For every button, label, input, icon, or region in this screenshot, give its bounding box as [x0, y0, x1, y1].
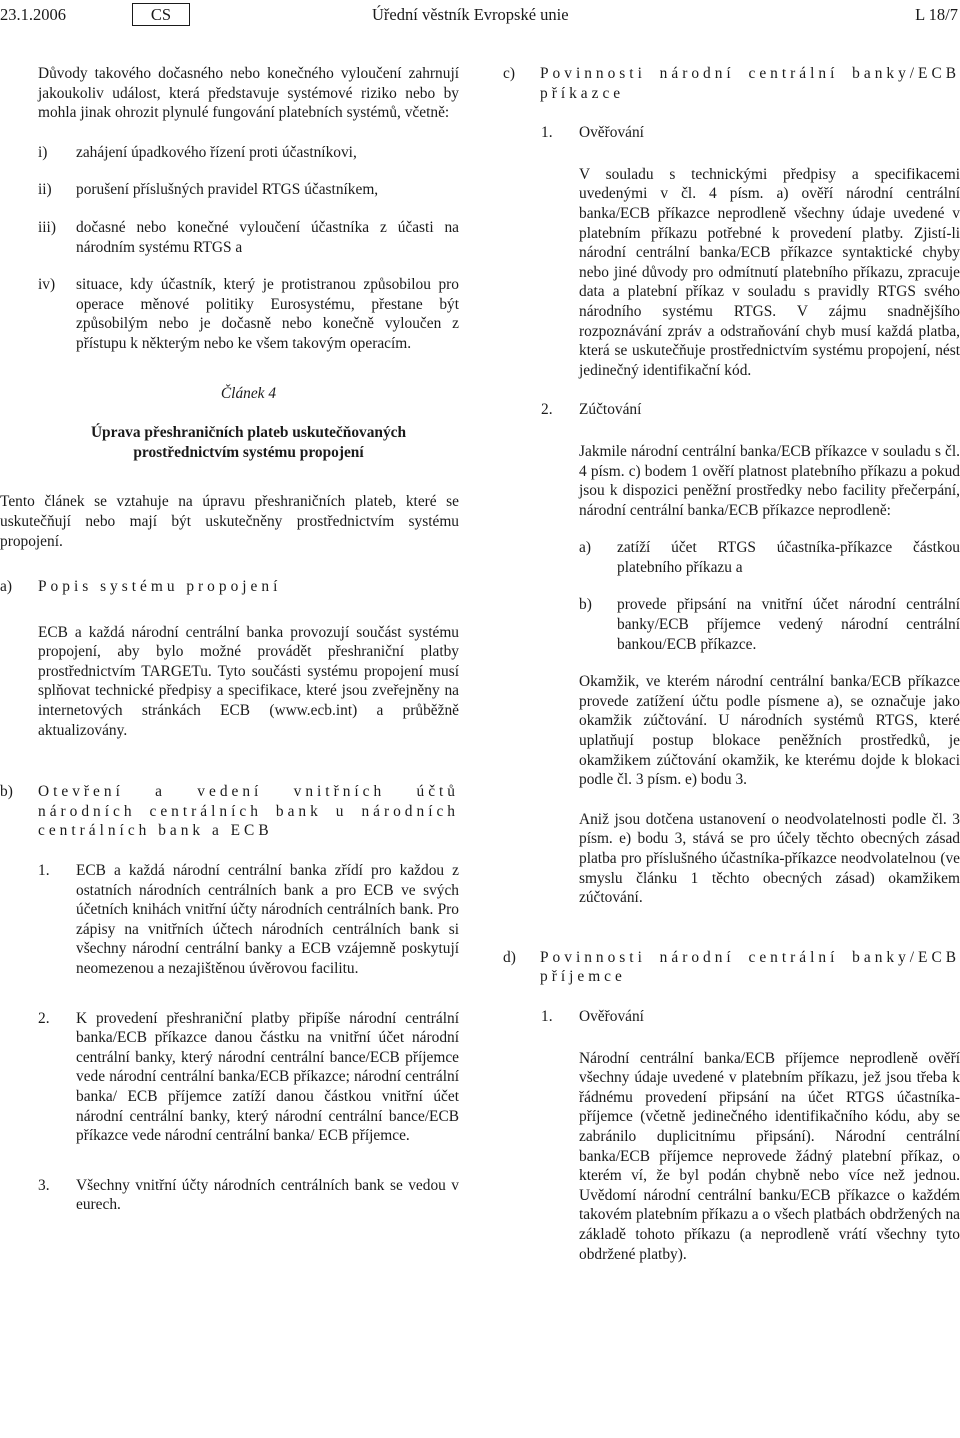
paragraph-text: Všechny vnitřní účty národních centrálních bank se vedou v eurech. [76, 1176, 459, 1214]
irrevocability-paragraph: Aniž jsou dotčena ustanovení o neodvolatelnosti podle čl. 3 písm. e) bodu 3, stává se pro účely těchto obecných zásad platba pro příslušného účastníka-příkazce neodvolatelnou (ve smyslu článku 1 těchto obecných zásad) okamžikem zúčtování. [579, 810, 960, 907]
page-header [0, 2, 960, 28]
list-item [38, 180, 459, 200]
article-scope-paragraph: Tento článek se vztahuje na úpravu přeshraničních plateb, které se uskutečňují nebo mají být uskutečněny prostřednictvím systému propojení. [0, 493, 459, 550]
subheading-verification [541, 1007, 960, 1027]
list-item [38, 275, 459, 353]
list-item-label: ii) [38, 181, 52, 199]
subheading-title: Ověřování [579, 124, 644, 142]
list-item [38, 143, 459, 163]
exclusion-reasons-intro: Důvody takového dočasného nebo konečného vyloučení zahrnují jakoukoliv událost, která představuje systémové riziko nebo by mohla jinak ohrozit plynulé fungování platebních systémů, včetně: [38, 65, 459, 122]
subheading-title: Ověřování [579, 1007, 644, 1025]
left-column [0, 64, 459, 1215]
list-item-text: porušení příslušných pravidel RTGS účastníkem, [76, 181, 379, 199]
settlement-paragraph: Jakmile národní centrální banka/ECB příkazce v souladu s čl. 4 písm. c) bodem 1 ověří platnost platebního příkazu a pokud jsou k dispozici peněžní prostředky nebo facility přečerpání, národní centrální banka/ECB příkazce neprodleně: [579, 442, 960, 519]
subheading-number: 1. [541, 1007, 553, 1025]
article-title-line-1: Úprava přeshraničních plateb uskutečňovaných [90, 424, 407, 442]
journal-title: Úřední věstník Evropské unie [372, 5, 569, 24]
section-heading-a [0, 577, 459, 597]
page-number: L 18/7 [915, 5, 958, 24]
list-item [579, 595, 960, 654]
list-item-label: a) [579, 539, 591, 557]
settlement-moment-paragraph: Okamžik, ve kterém národní centrální banka/ECB příkazce provede zatížení účtu podle písmene a), se označuje jako okamžik zúčtování. U národních systémů RTGS, které uplatňují postup blokace peněžních prostředků, je okamžikem zúčtování okamžik, ke kterému dojde k blokaci podle čl. 3 písm. e) bodu 3. [579, 673, 960, 789]
list-item [38, 218, 459, 257]
section-a-paragraph: ECB a každá národní centrální banka provozují součást systému propojení, aby bylo možné provádět přeshraniční platby prostřednictvím TARGETu. Tyto součásti systému propojení musí splňovat technické předpisy a specifikace, které jsou zveřejněny na internetových stránkách ECB (www.ecb.int) a průběžně aktualizovány. [38, 623, 459, 739]
list-item-text: situace, kdy účastník, který je protistranou způsobilou pro operace měnové politiky Eurosystému, přestane být způsobilým nebo je dočasně nebo konečně vyloučen z přístupu k některým nebo ke všem takovým operacím. [76, 276, 459, 352]
section-label: c) [503, 65, 515, 82]
section-label: d) [503, 948, 516, 966]
paragraph-text: ECB a každá národní centrální banka zřídí pro každou z ostatních národních centrálních bank a pro ECB ve svých účetních knihách vnitřní účty národních centrálních bank. Pro zápisy na vnitřních účtech národních centrálních bank si všechny národní centrální banky a ECB vzájemně poskytují neomezenou a nezajištěnou úvěrovou facilitu. [76, 862, 459, 977]
publication-date: 23.1.2006 [0, 5, 66, 24]
numbered-paragraph [38, 1009, 459, 1146]
language-badge: CS [132, 3, 190, 26]
subheading-settlement [541, 400, 960, 420]
list-item-text: dočasné nebo konečné vyloučení účastníka z účasti na národním systému RTGS a [76, 218, 459, 256]
numbered-paragraph [38, 861, 459, 979]
subheading-number: 2. [541, 401, 553, 419]
list-item-label: i) [38, 143, 48, 161]
section-title: Otevření a vedení vnitřních účtů národních centrálních bank u národních centrálních bank a ECB [38, 783, 459, 840]
section-label: a) [0, 578, 12, 596]
section-heading-b [0, 782, 459, 841]
list-item [579, 538, 960, 577]
section-title: Povinnosti národní centrální banky/ECB příkazce [540, 65, 960, 102]
right-column [503, 64, 960, 1264]
list-item-text: zatíží účet RTGS účastníka-příkazce částkou platebního příkazu a [617, 539, 960, 576]
article-number: Článek 4 [220, 384, 277, 402]
section-title: Povinnosti národní centrální banky/ECB příjemce [540, 948, 960, 986]
paragraph-text: K provedení přeshraniční platby připíše národní centrální banka/ECB příkazce danou částku na vnitřní účet národní centrální banky, který národní centrální bance/ECB příjemce vede národní centrální banka/ECB příkazce; národní centrální banka/ ECB příjemce zatíží danou částkou vnitřní účet národní centrální banky, který národní centrální bance/ECB příkazce vede národní centrální banka/ ECB příjemce. [76, 1009, 459, 1145]
section-heading-d [503, 948, 960, 987]
subheading-verification [541, 123, 960, 143]
verification-paragraph: V souladu s technickými předpisy a specifikacemi uvedenými v čl. 4 písm. a) ověří národní centrální banka/ECB příkazce neprodleně všechny údaje uvedené v platebním příkazu potřebné k provedení platby. Zjistí-li národní centrální banka/ECB příkazce syntaktické chyby nebo jiné důvody pro odmítnutí platebního příkazu, zpracuje data a platební příkaz v souladu s pravidly RTGS svého národního systému RTGS. V zájmu snadnějšího rozpoznávání zpráv a odstraňování chyb musí každá platba, která se uskutečňuje prostřednictvím systému propojení, nést jedinečný identifikační kód. [579, 165, 960, 379]
recipient-verification-paragraph: Národní centrální banka/ECB příjemce neprodleně ověří všechny údaje uvedené v platebním příkazu, jež jsou třeba k řádnému provedení připsání na účet RTGS účastníka-příjemce (včetně jedinečného identifikačního kódu, aby se zabránilo duplicitnímu připsání). Národní centrální banka/ECB příjemce neprovede žádný platební příkaz, o kterém ví, že byl podán chybně nebo více než jednou. Uvědomí národní centrální banku/ECB příkazce o každém takovém platebním příkazu a o všech platbách obdržených na základě tohoto příkazu (a neprodleně vrátí všechny tyto obdržené platby). [579, 1049, 960, 1263]
section-title: Popis systému propojení [38, 578, 282, 596]
article-title-line-2: prostřednictvím systému propojení [133, 443, 364, 461]
subheading-number: 1. [541, 124, 553, 142]
list-item-text: zahájení úpadkového řízení proti účastníkovi, [76, 143, 357, 161]
paragraph-number: 3. [38, 1176, 50, 1194]
paragraph-number: 2. [38, 1009, 50, 1027]
paragraph-number: 1. [38, 862, 50, 880]
list-item-label: iii) [38, 218, 56, 236]
section-label: b) [0, 783, 13, 801]
section-heading-c [503, 64, 960, 103]
list-item-label: b) [579, 596, 592, 614]
numbered-paragraph [38, 1176, 459, 1215]
list-item-label: iv) [38, 276, 56, 294]
subheading-title: Zúčtování [579, 401, 642, 419]
list-item-text: provede připsání na vnitřní účet národní centrální banky/ECB příjemce vedený národní centrální bankou/ECB příkazce. [617, 596, 960, 653]
